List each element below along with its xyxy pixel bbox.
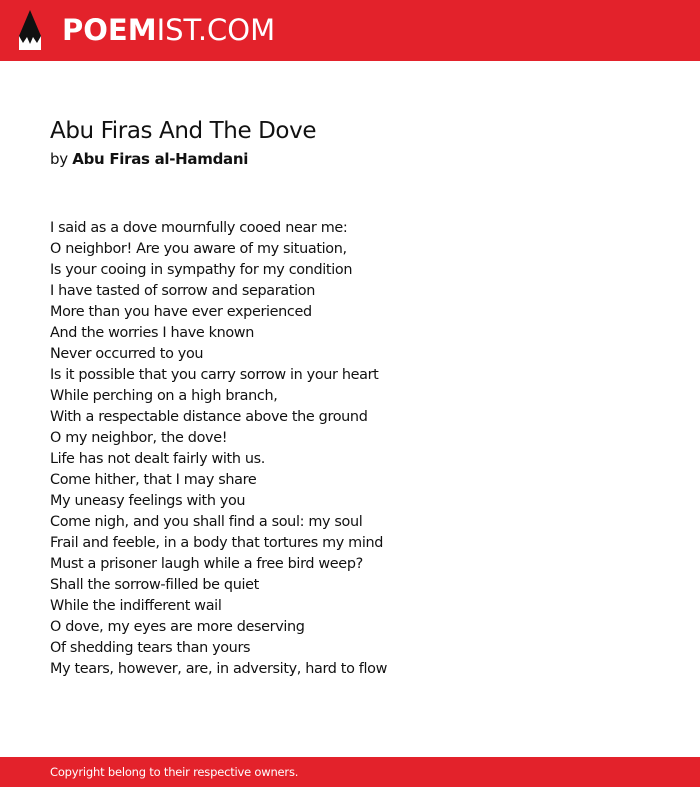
poem-line: While perching on a high branch,: [50, 388, 278, 404]
poem-line: O neighbor! Are you aware of my situation,: [50, 241, 347, 257]
poem-line: Must a prisoner laugh while a free bird weep?: [50, 556, 363, 572]
poem-line: I have tasted of sorrow and separation: [50, 283, 315, 299]
poem-line: My tears, however, are, in adversity, hard to flow: [50, 661, 387, 677]
poem-line: O my neighbor, the dove!: [50, 430, 228, 446]
author-name: Abu Firas al-Hamdani: [72, 150, 249, 168]
poem-body: [50, 218, 387, 680]
poem-line: Come nigh, and you shall find a soul: my soul: [50, 514, 363, 530]
logo-bold-text: POEM: [62, 13, 157, 47]
byline: [50, 148, 248, 170]
poem-line: Is it possible that you carry sorrow in your heart: [50, 367, 379, 383]
site-footer: [0, 757, 700, 787]
poem-line: My uneasy feelings with you: [50, 493, 246, 509]
poem-line: Life has not dealt fairly with us.: [50, 451, 265, 467]
poem-line: O dove, my eyes are more deserving: [50, 619, 305, 635]
by-label: by: [50, 150, 68, 168]
poem-line: While the indifferent wail: [50, 598, 222, 614]
poem-line: Shall the sorrow-filled be quiet: [50, 577, 259, 593]
poem-line: And the worries I have known: [50, 325, 254, 341]
poem-title: Abu Firas And The Dove: [50, 118, 317, 144]
poem-line: With a respectable distance above the ground: [50, 409, 368, 425]
logo-light-text: IST.COM: [156, 13, 276, 47]
pen-nib-icon[interactable]: [18, 10, 42, 50]
poem-line: Never occurred to you: [50, 346, 204, 362]
poem-line: Of shedding tears than yours: [50, 640, 251, 656]
poem-line: I said as a dove mournfully cooed near me:: [50, 220, 348, 236]
site-header: [0, 0, 700, 61]
site-logo[interactable]: [62, 13, 275, 47]
poem-line: Come hither, that I may share: [50, 472, 257, 488]
poem-line: Is your cooing in sympathy for my condition: [50, 262, 353, 278]
poem-line: Frail and feeble, in a body that tortures my mind: [50, 535, 384, 551]
copyright-text: Copyright belong to their respective owners.: [50, 765, 299, 779]
poem-line: More than you have ever experienced: [50, 304, 312, 320]
